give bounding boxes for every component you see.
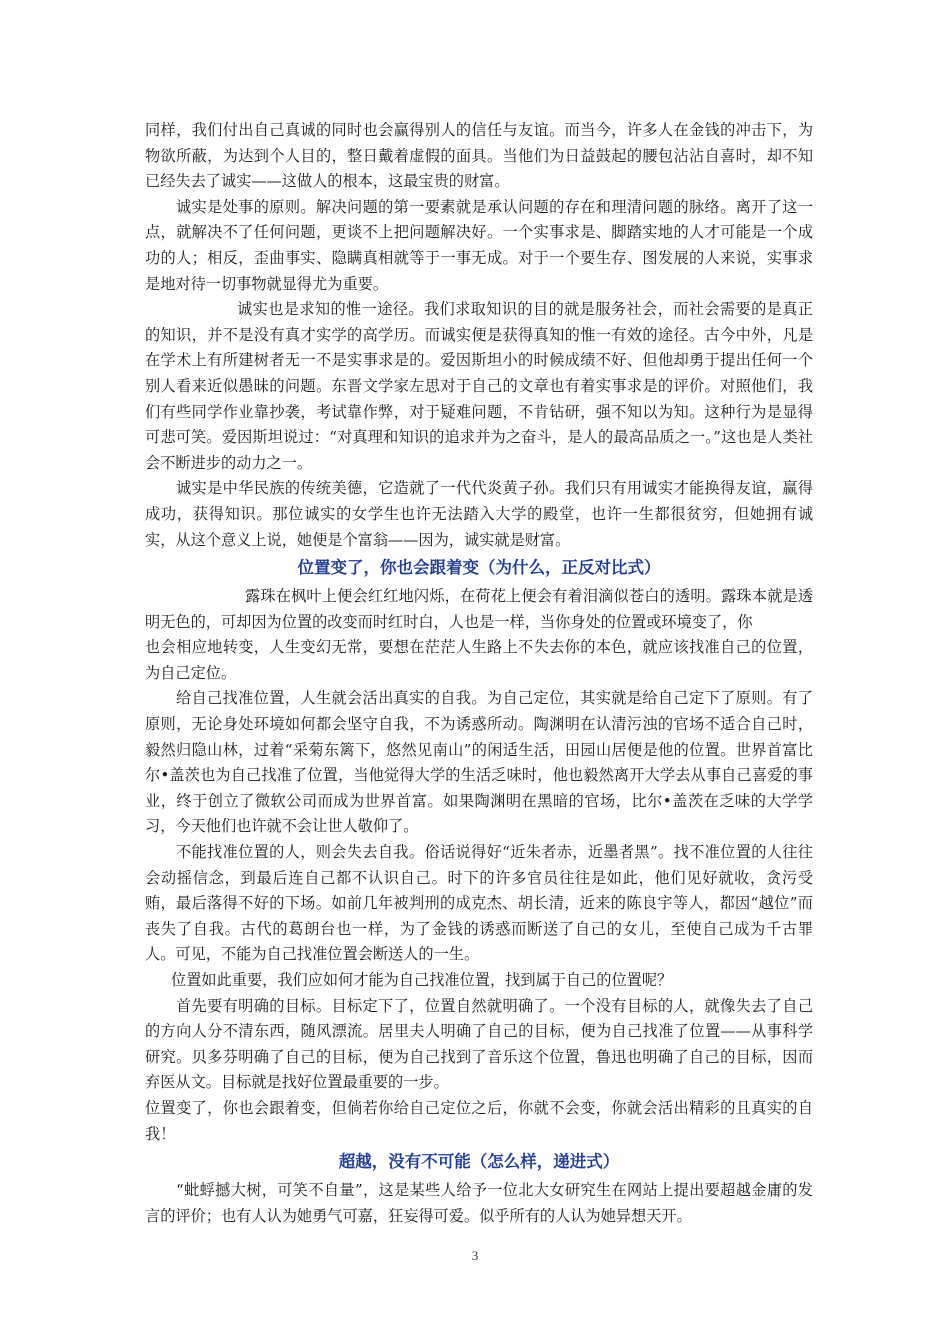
paragraph: 诚实是中华民族的传统美德，它造就了一代代炎黄子孙。我们只有用诚实才能换得友谊，赢得成功，获得知识。那位诚实的女学生也许无法踏入大学的殿堂，也许一生都很贫穷，但她拥有诚实，从这个意义上说，她便是个富翁——因为，诚实就是财富。 [145,479,813,549]
section-heading: 超越，没有不可能（怎么样，递进式） [338,1152,620,1172]
paragraph: 同样，我们付出自己真诚的同时也会赢得别人的信任与友谊。而当今，许多人在金钱的冲击下，为物欲所蔽，为达到个人目的，整日戴着虚假的面具。当他们为日益鼓起的腰包沾沾自喜时，却不知已经失去了诚实——这做人的根本，这最宝贵的财富。 [145,121,813,191]
paragraph: 给自己找准位置，人生就会活出真实的自我。为自己定位，其实就是给自己定下了原则。有了原则，无论身处环境如何都会坚守自我，不为诱惑所动。陶渊明在认清污浊的官场不适合自己时，毅然归隐山林，过着“采菊东篱下，悠然见南山”的闲适生活，田园山居便是他的位置。世界首富比尔•盖茨也为自己找准了位置，当他觉得大学的生活乏味时，他也毅然离开大学去从事自己喜爱的事业，终于创立了微软公司而成为世界首富。如果陶渊明在黑暗的官场，比尔•盖茨在乏味的大学学习，今天他们也许就不会让世人敬仰了。 [145,689,813,836]
paragraph: 也会相应地转变，人生变幻无常，要想在茫茫人生路上不失去你的本色，就应该找准自己的位置，为自己定位。 [145,638,813,682]
paragraph: “蚍蜉撼大树，可笑不自量”，这是某些人给予一位北大女研究生在网站上提出要超越金庸的发言的评价；也有人认为她勇气可嘉，狂妄得可爱。似乎所有的人认为她异想天开。 [145,1181,813,1225]
paragraph: 诚实是处事的原则。解决问题的第一要素就是承认问题的存在和理清问题的脉络。离开了这一点，就解决不了任何问题，更谈不上把问题解决好。一个实事求是、脚踏实地的人才可能是一个成功的人；相反，歪曲事实、隐瞒真相就等于一事无成。对于一个要生存、图发展的人来说，实事求是地对待一切事物就显得尤为重要。 [145,197,813,293]
document-page [145,118,813,1229]
section-heading: 位置变了，你也会跟着变（为什么，正反对比式） [297,558,661,578]
paragraph: 露珠在枫叶上便会红红地闪烁，在荷花上便会有着泪滴似苍白的透明。露珠本就是透明无色的，可却因为位置的改变而时红时白，人也是一样，当你身处的位置或环境变了，你 [145,587,813,631]
paragraph: 位置如此重要，我们应如何才能为自己找准位置，找到属于自己的位置呢？ [171,971,673,989]
paragraph: 诚实也是求知的惟一途径。我们求取知识的目的就是服务社会，而社会需要的是真正的知识，并不是没有真才实学的高学历。而诚实便是获得真知的惟一有效的途径。古今中外，凡是在学术上有所建树者无一不是实事求是的。爱因斯坦小的时候成绩不好、但他却勇于提出任何一个别人看来近似愚昧的问题。东晋文学家左思对于自己的文章也有着实事求是的评价。对照他们，我们有些同学作业靠抄袭，考试靠作弊，对于疑难问题，不肯钻研，强不知以为知。这种行为是显得可悲可笑。爱因斯坦说过：“对真理和知识的追求并为之奋斗，是人的最高品质之一。”这也是人类社会不断进步的动力之一。 [145,300,813,472]
paragraph: 首先要有明确的目标。目标定下了，位置自然就明确了。一个没有目标的人，就像失去了自己的方向人分不清东西，随风漂流。居里夫人明确了自己的目标，便为自己找准了位置——从事科学研究。贝多芬明确了自己的目标，便为自己找到了音乐这个位置，鲁迅也明确了自己的目标，因而弃医从文。目标就是找好位置最重要的一步。 [145,996,813,1092]
page-number: 3 [471,1248,479,1263]
paragraph: 位置变了，你也会跟着变，但倘若你给自己定位之后，你就不会变，你就会活出精彩的且真实的自我！ [145,1098,813,1143]
paragraph: 不能找准位置的人，则会失去自我。俗话说得好“近朱者赤，近墨者黑”。找不准位置的人往往会动摇信念，到最后连自己都不认识自己。时下的许多官员往往是如此，他们见好就收，贪污受贿，最后落得不好的下场。如前几年被判刑的成克杰、胡长清，近来的陈良宇等人，都因“越位”而丧失了自我。古代的葛朗台也一样，为了金钱的诱惑而断送了自己的女儿，至使自己成为千古罪人。可见，不能为自己找准位置会断送人的一生。 [145,843,813,964]
